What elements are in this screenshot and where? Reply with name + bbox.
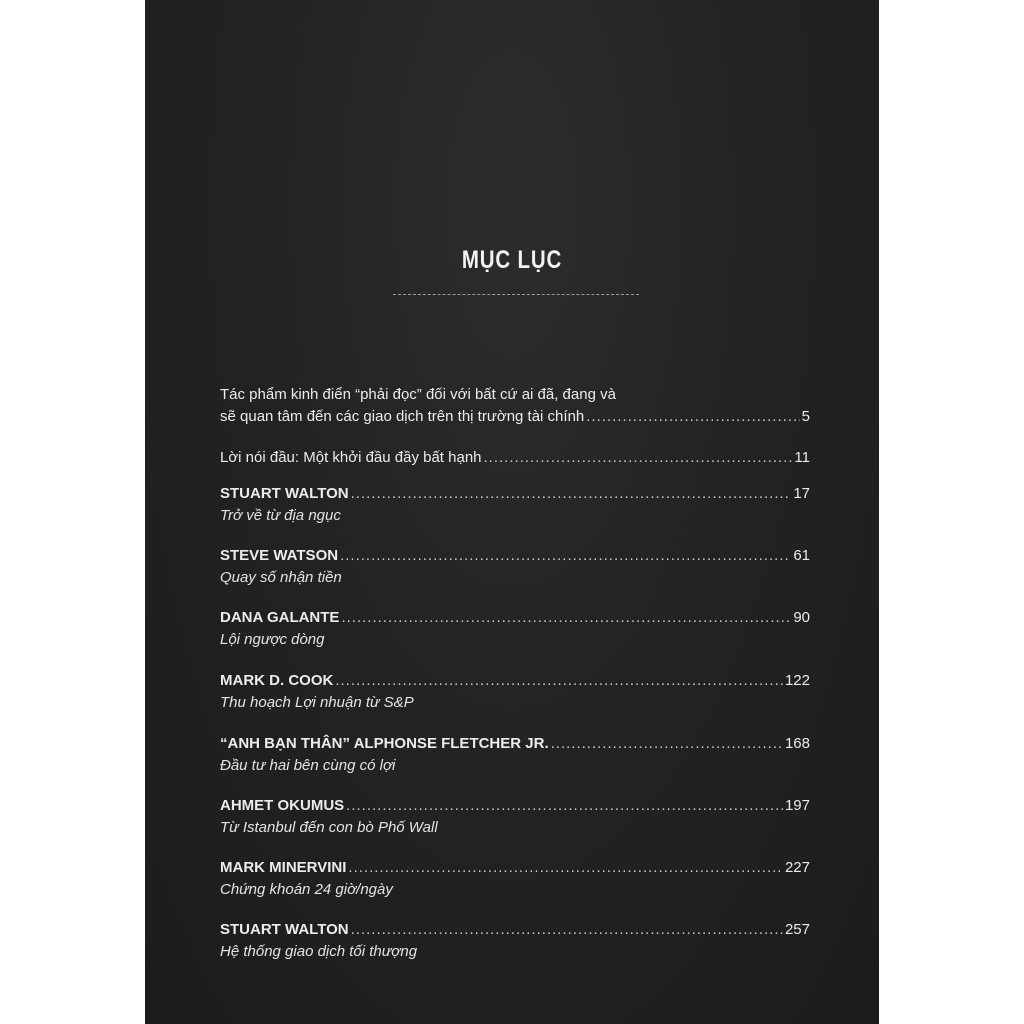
page-number: 168 bbox=[784, 735, 810, 752]
chapter-row bbox=[220, 733, 810, 755]
chapter-name: MARK D. COOK bbox=[220, 672, 334, 689]
page-number: 122 bbox=[784, 672, 810, 689]
chapter-name: “ANH BẠN THÂN” ALPHONSE FLETCHER JR. bbox=[220, 735, 549, 752]
toc-entry-chapter[interactable] bbox=[220, 795, 810, 839]
chapter-subtitle: Trở về từ địa ngục bbox=[220, 507, 341, 524]
intro-line-2: sẽ quan tâm đến các giao dịch trên thị trường tài chính bbox=[220, 408, 585, 425]
chapter-name: STEVE WATSON bbox=[220, 547, 339, 564]
title-divider bbox=[393, 294, 639, 295]
toc-entry-intro[interactable] bbox=[220, 384, 810, 428]
chapter-subtitle: Từ Istanbul đến con bò Phố Wall bbox=[220, 819, 438, 836]
chapter-name: MARK MINERVINI bbox=[220, 859, 347, 876]
chapter-row bbox=[220, 545, 810, 567]
dot-leader bbox=[340, 545, 791, 567]
chapter-row bbox=[220, 483, 810, 505]
chapter-row bbox=[220, 857, 810, 879]
chapter-row bbox=[220, 670, 810, 692]
preface-label: Lời nói đầu: Một khởi đầu đầy bất hạnh bbox=[220, 449, 482, 466]
page-number: 61 bbox=[793, 547, 810, 564]
chapter-name: AHMET OKUMUS bbox=[220, 797, 345, 814]
toc-entry-chapter[interactable] bbox=[220, 545, 810, 589]
page-number: 17 bbox=[793, 485, 810, 502]
page-number: 257 bbox=[784, 921, 810, 938]
toc-entry-chapter[interactable] bbox=[220, 919, 810, 963]
page-number: 227 bbox=[784, 859, 810, 876]
dot-leader bbox=[335, 670, 783, 692]
chapter-name: DANA GALANTE bbox=[220, 609, 340, 626]
intro-line-1: Tác phẩm kinh điển “phải đọc” đối với bất cứ ai đã, đang và bbox=[220, 386, 616, 403]
toc-entry-chapter[interactable] bbox=[220, 857, 810, 901]
dot-leader bbox=[341, 607, 791, 629]
dot-leader bbox=[351, 919, 783, 941]
chapter-name: STUART WALTON bbox=[220, 921, 349, 938]
chapter-subtitle: Lội ngược dòng bbox=[220, 631, 325, 648]
page-number: 11 bbox=[794, 449, 810, 466]
chapter-row bbox=[220, 919, 810, 941]
chapter-row bbox=[220, 795, 810, 817]
page-number: 197 bbox=[784, 797, 810, 814]
toc-entry-chapter[interactable] bbox=[220, 670, 810, 714]
page-number: 90 bbox=[793, 609, 810, 626]
preface-row bbox=[220, 447, 810, 469]
toc-entry-chapter[interactable] bbox=[220, 607, 810, 651]
toc-entry-chapter[interactable] bbox=[220, 733, 810, 777]
page-number: 5 bbox=[801, 408, 810, 425]
dot-leader bbox=[348, 857, 783, 879]
chapter-subtitle: Thu hoạch Lợi nhuận từ S&P bbox=[220, 694, 414, 711]
chapter-subtitle: Hệ thống giao dịch tối thượng bbox=[220, 943, 418, 960]
book-page bbox=[145, 0, 879, 1024]
dot-leader bbox=[551, 733, 783, 755]
chapter-row bbox=[220, 607, 810, 629]
dot-leader bbox=[351, 483, 792, 505]
toc-title: MỤC LỤC bbox=[461, 246, 563, 274]
toc-entry-preface[interactable] bbox=[220, 447, 810, 469]
chapter-subtitle: Quay số nhận tiền bbox=[220, 569, 342, 586]
chapter-name: STUART WALTON bbox=[220, 485, 349, 502]
toc-entry-chapter[interactable] bbox=[220, 483, 810, 527]
dot-leader bbox=[346, 795, 783, 817]
dot-leader bbox=[586, 406, 799, 428]
chapter-subtitle: Chứng khoán 24 giờ/ngày bbox=[220, 881, 393, 898]
dot-leader bbox=[484, 447, 793, 469]
intro-row bbox=[220, 406, 810, 428]
chapter-subtitle: Đầu tư hai bên cùng có lợi bbox=[220, 757, 396, 774]
